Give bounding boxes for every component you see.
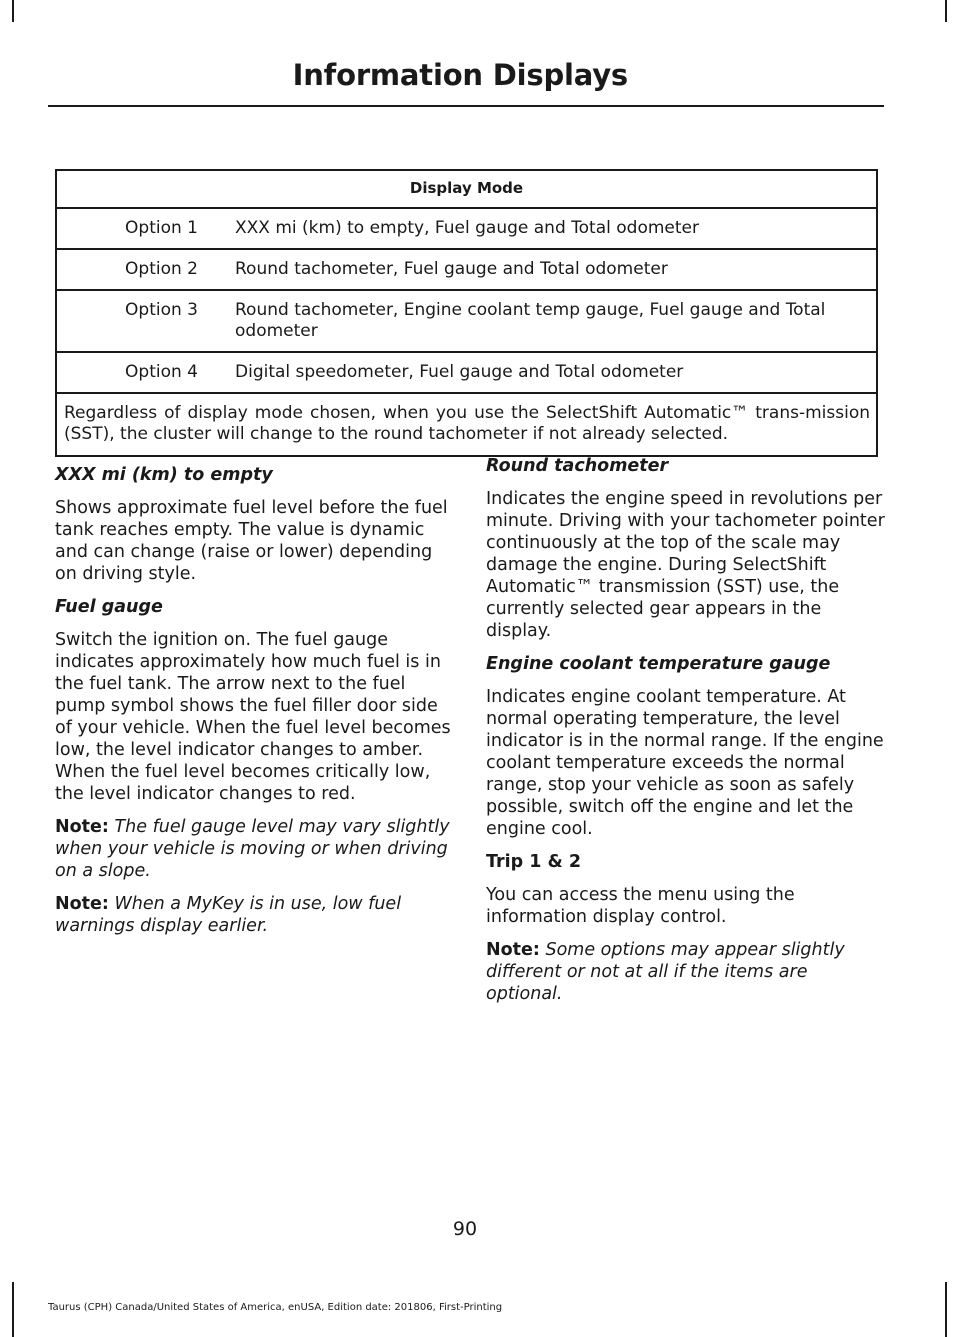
note-options bbox=[486, 939, 886, 1005]
note-label: Note: bbox=[55, 817, 109, 837]
edition-footer: Taurus (CPH) Canada/United States of America, enUSA, Edition date: 201806, First-Printing bbox=[48, 1302, 503, 1313]
page-number: 90 bbox=[452, 1218, 478, 1240]
crop-mark-bottom-right-vertical bbox=[945, 1282, 947, 1337]
option-label: Option 3 bbox=[56, 290, 221, 352]
header-divider bbox=[48, 105, 884, 107]
table-header-row bbox=[56, 170, 877, 208]
table-note: Regardless of display mode chosen, when you use the SelectShift Automatic™ trans-mission (SST), the cluster will change to the round tachometer if not already selected. bbox=[56, 393, 877, 456]
section-heading-round-tachometer: Round tachometer bbox=[486, 456, 669, 476]
table-note-row bbox=[56, 393, 877, 456]
option-label: Option 1 bbox=[56, 208, 221, 249]
note-text: When a MyKey is in use, low fuel warnings display earlier. bbox=[55, 894, 402, 936]
table-row bbox=[56, 249, 877, 290]
note-text: The fuel gauge level may vary slightly when your vehicle is moving or when driving on a slope. bbox=[55, 817, 450, 881]
note-label: Note: bbox=[55, 894, 109, 914]
option-description: Digital speedometer, Fuel gauge and Total odometer bbox=[221, 352, 877, 393]
option-description: Round tachometer, Engine coolant temp gauge, Fuel gauge and Total odometer bbox=[221, 290, 877, 352]
section-body-round-tachometer: Indicates the engine speed in revolutions per minute. Driving with your tachometer pointer continuously at the top of the scale may damage the engine. During SelectShift Automatic™ transmission (SST) use, the currently selected gear appears in the display. bbox=[486, 489, 885, 641]
section-body-trip: You can access the menu using the information display control. bbox=[486, 885, 795, 927]
note-label: Note: bbox=[486, 940, 540, 960]
page-title: Information Displays bbox=[292, 58, 628, 92]
option-description: XXX mi (km) to empty, Fuel gauge and Total odometer bbox=[221, 208, 877, 249]
crop-mark-top-right-vertical bbox=[945, 0, 947, 22]
crop-mark-bottom-left-vertical bbox=[12, 1282, 14, 1337]
table-heading: Display Mode bbox=[56, 170, 877, 208]
section-heading-miles-to-empty: XXX mi (km) to empty bbox=[55, 465, 273, 485]
note-fuel-gauge-slope bbox=[55, 816, 455, 882]
left-column bbox=[55, 464, 455, 948]
section-heading-trip: Trip 1 & 2 bbox=[486, 852, 582, 872]
display-mode-table bbox=[55, 169, 878, 457]
option-label: Option 2 bbox=[56, 249, 221, 290]
crop-mark-top-left-vertical bbox=[12, 0, 14, 22]
note-text: Some options may appear slightly different or not at all if the items are optional. bbox=[486, 940, 845, 1004]
table-row bbox=[56, 208, 877, 249]
note-mykey bbox=[55, 893, 455, 937]
option-description: Round tachometer, Fuel gauge and Total odometer bbox=[221, 249, 877, 290]
section-body-fuel-gauge: Switch the ignition on. The fuel gauge indicates approximately how much fuel is in the fuel tank. The arrow next to the fuel pump symbol shows the fuel filler door side of your vehicle. When the fuel level becomes low, the level indicator changes to amber. When the fuel level becomes critically low, the level indicator changes to red. bbox=[55, 630, 451, 804]
section-body-miles-to-empty: Shows approximate fuel level before the fuel tank reaches empty. The value is dynamic and can change (raise or lower) depending on driving style. bbox=[55, 498, 448, 584]
section-heading-coolant-gauge: Engine coolant temperature gauge bbox=[486, 654, 831, 674]
section-body-coolant-gauge: Indicates engine coolant temperature. At normal operating temperature, the level indicator is in the normal range. If the engine coolant temperature exceeds the normal range, stop your vehicle as soon as safely possible, switch off the engine and let the engine cool. bbox=[486, 687, 884, 839]
table-row bbox=[56, 290, 877, 352]
option-label: Option 4 bbox=[56, 352, 221, 393]
section-heading-fuel-gauge: Fuel gauge bbox=[55, 597, 163, 617]
table-row bbox=[56, 352, 877, 393]
right-column bbox=[486, 455, 886, 1016]
